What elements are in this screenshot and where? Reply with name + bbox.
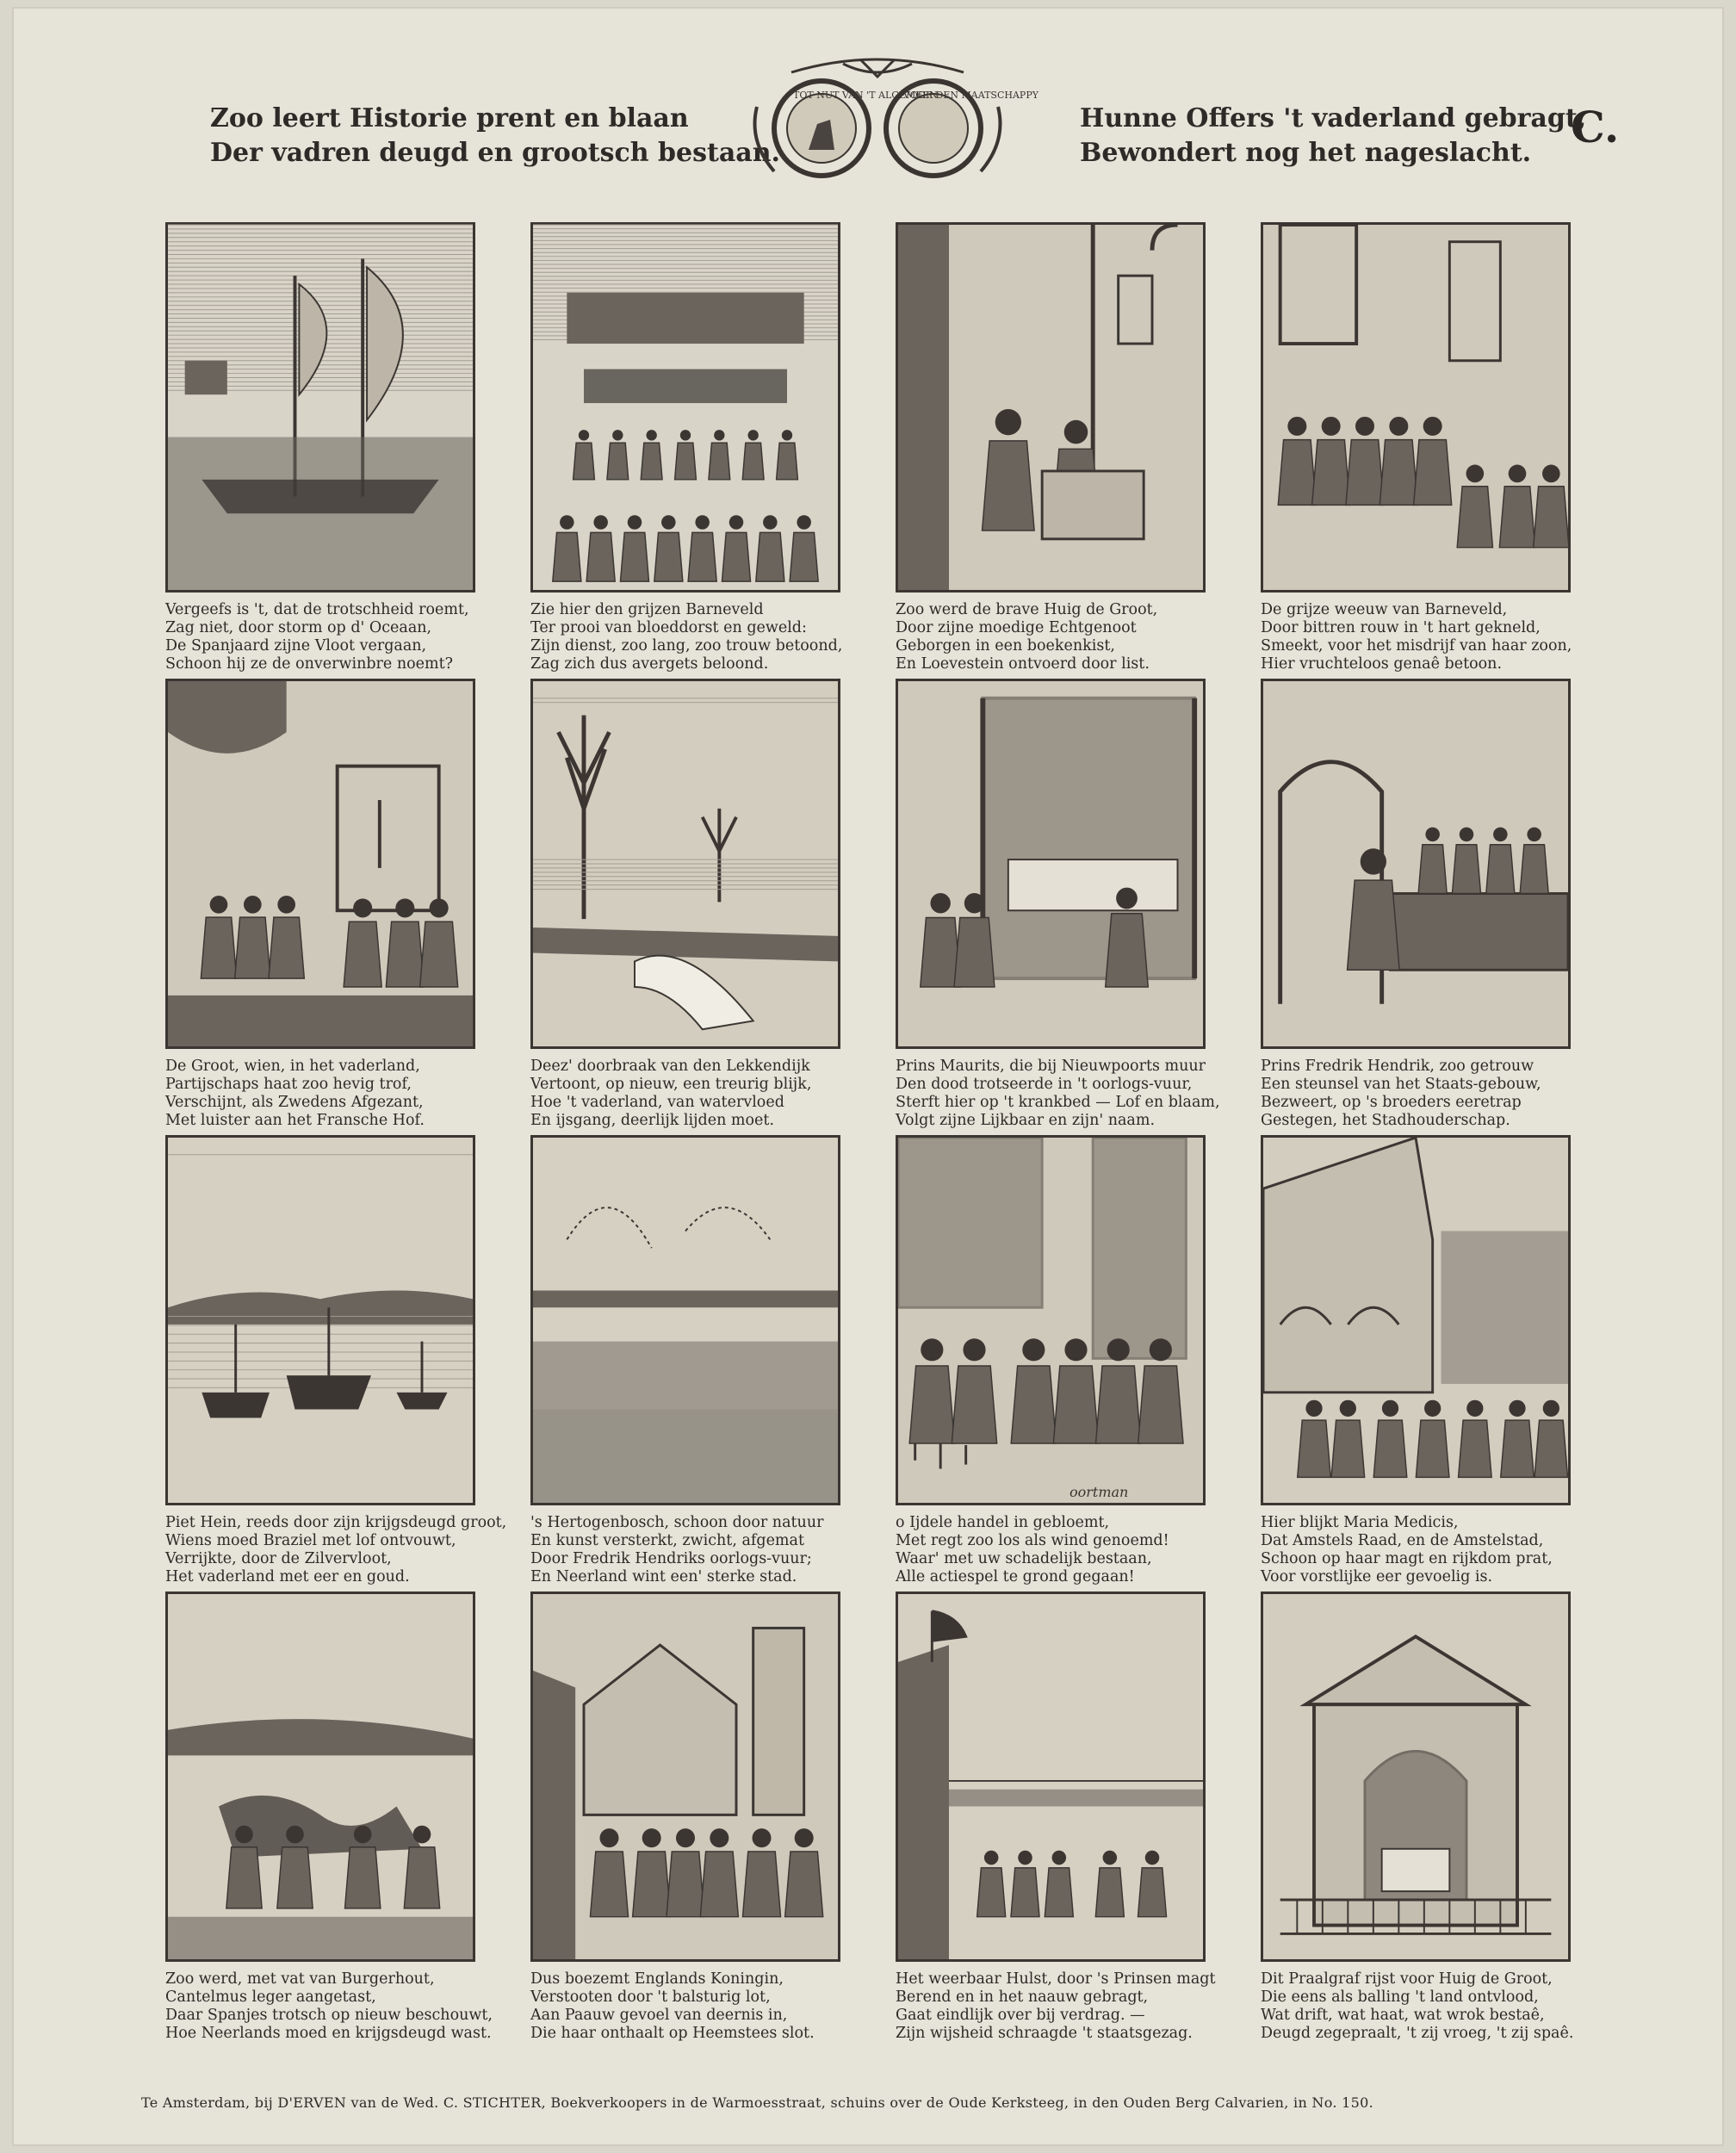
panel-verse xyxy=(896,1514,1223,1586)
panel-verse xyxy=(530,1058,858,1130)
emblem-right-text: VOOR DEN MAATSCHAPPY xyxy=(903,90,1038,101)
verse-line: Zoo werd, met vat van Burgerhout, xyxy=(165,1970,435,1988)
verse-line: Daar Spanjes trotsch op nieuw beschouwt, xyxy=(165,2007,493,2024)
verse-line: Verschijnt, als Zwedens Afgezant, xyxy=(165,1094,424,1111)
emblem-medallions xyxy=(740,55,1038,184)
panel-verse xyxy=(530,1970,858,2043)
verse-line: Bezweert, op 's broeders eeretrap xyxy=(1261,1094,1522,1111)
verse-line: Zag niet, door storm op d' Oceaan, xyxy=(165,619,432,636)
verse-line: 's Hertogenbosch, schoon door natuur xyxy=(530,1514,824,1531)
panel-verse xyxy=(1261,1970,1588,2043)
verse-line: De Spanjaard zijne Vloot vergaan, xyxy=(165,637,427,655)
panel-verse xyxy=(165,1514,507,1586)
verse-line: Hier blijkt Maria Medicis, xyxy=(1261,1514,1459,1531)
verse-line: Een steunsel van het Staats-gebouw, xyxy=(1261,1076,1541,1093)
verse-line: Dat Amstels Raad, en de Amstelstad, xyxy=(1261,1532,1544,1549)
verse-line: Met luister aan het Fransche Hof. xyxy=(165,1112,425,1129)
verse-line: Hoe 't vaderland, van watervloed xyxy=(530,1094,784,1111)
woodcut-illustration xyxy=(530,222,840,593)
imprint-footer: Te Amsterdam, bij D'ERVEN van de Wed. C. STICHTER, Boekverkoopers in de Warmoesstraat, schuins over de Oude Kerksteeg, in den Ouden Berg Calvarien, in No. 150. xyxy=(141,2094,1373,2111)
woodcut-illustration xyxy=(1261,1135,1571,1505)
verse-line: Hoe Neerlands moed en krijgsdeugd wast. xyxy=(165,2025,492,2042)
woodcut-illustration xyxy=(896,222,1206,593)
header-left-line-1: Zoo leert Historie prent en blaan xyxy=(210,103,689,133)
woodcut-illustration xyxy=(530,1135,840,1505)
woodcut-illustration xyxy=(165,1135,475,1505)
verse-line: Die eens als balling 't land ontvlood, xyxy=(1261,1989,1539,2006)
woodcut-illustration xyxy=(896,1591,1206,1962)
woodcut-illustration xyxy=(1261,222,1571,593)
verse-line: Smeekt, voor het misdrijf van haar zoon, xyxy=(1261,637,1572,655)
panel-verse xyxy=(1261,601,1588,673)
verse-line: Gaat eindlijk over bij verdrag. — xyxy=(896,2007,1145,2024)
verse-line: Piet Hein, reeds door zijn krijgsdeugd groot, xyxy=(165,1514,507,1531)
verse-line: Het weerbaar Hulst, door 's Prinsen magt xyxy=(896,1970,1216,1988)
verse-line: Prins Fredrik Hendrik, zoo getrouw xyxy=(1261,1058,1534,1075)
verse-line: Ter prooi van bloeddorst en geweld: xyxy=(530,619,807,636)
verse-line: Berend en in het naauw gebragt, xyxy=(896,1989,1149,2006)
verse-line: Den dood trotseerde in 't oorlogs-vuur, xyxy=(896,1076,1193,1093)
verse-line: Wiens moed Braziel met lof ontvouwt, xyxy=(165,1532,456,1549)
woodcut-illustration xyxy=(165,679,475,1049)
verse-line: Dit Praalgraf rijst voor Huig de Groot, xyxy=(1261,1970,1553,1988)
verse-line: De grijze weeuw van Barneveld, xyxy=(1261,601,1508,618)
verse-line: Door bittren rouw in 't hart gekneld, xyxy=(1261,619,1541,636)
panel-verse xyxy=(896,1058,1223,1130)
header-left-verse xyxy=(210,102,780,171)
verse-line: Deez' doorbraak van den Lekkendijk xyxy=(530,1058,810,1075)
header-left-line-2: Der vadren deugd en grootsch bestaan. xyxy=(210,138,780,168)
verse-line: De Groot, wien, in het vaderland, xyxy=(165,1058,420,1075)
panel-verse xyxy=(896,1970,1223,2043)
header-right-verse xyxy=(1080,102,1586,171)
verse-line: Schoon op haar magt en rijkdom prat, xyxy=(1261,1550,1553,1567)
header xyxy=(12,7,1724,205)
verse-line: Verstooten door 't balsturig lot, xyxy=(530,1989,771,2006)
verse-line: En Neerland wint een' sterke stad. xyxy=(530,1568,797,1585)
verse-line: Vertoont, op nieuw, een treurig blijk, xyxy=(530,1076,812,1093)
woodcut-illustration xyxy=(1261,1591,1571,1962)
panel-verse xyxy=(165,601,493,673)
woodcut-illustration xyxy=(165,1591,475,1962)
panel-verse xyxy=(165,1970,493,2043)
verse-line: o Ijdele handel in gebloemt, xyxy=(896,1514,1110,1531)
woodcut-illustration xyxy=(530,1591,840,1962)
verse-line: Prins Maurits, die bij Nieuwpoorts muur xyxy=(896,1058,1206,1075)
verse-line: Verrijkte, door de Zilvervloot, xyxy=(165,1550,392,1567)
woodcut-illustration xyxy=(896,679,1206,1049)
header-right-line-2: Bewondert nog het nageslacht. xyxy=(1080,138,1532,168)
verse-line: Dus boezemt Englands Koningin, xyxy=(530,1970,784,1988)
verse-line: Deugd zegepraalt, 't zij vroeg, 't zij spaê. xyxy=(1261,2025,1574,2042)
verse-line: En kunst versterkt, zwicht, afgemat xyxy=(530,1532,804,1549)
panel-verse xyxy=(896,601,1223,673)
woodcut-illustration xyxy=(530,679,840,1049)
panel-verse xyxy=(165,1058,493,1130)
verse-line: Zijn wijsheid schraagde 't staatsgezag. xyxy=(896,2025,1193,2042)
woodcut-illustration xyxy=(1261,679,1571,1049)
verse-line: Met regt zoo los als wind genoemd! xyxy=(896,1532,1169,1549)
verse-line: Wat drift, wat haat, wat wrok bestaê, xyxy=(1261,2007,1545,2024)
verse-line: Partijschaps haat zoo hevig trof, xyxy=(165,1076,412,1093)
verse-line: Vergeefs is 't, dat de trotschheid roemt, xyxy=(165,601,469,618)
verse-line: Gestegen, het Stadhouderschap. xyxy=(1261,1112,1510,1129)
woodcut-illustration xyxy=(165,222,475,593)
verse-line: Het vaderland met eer en goud. xyxy=(165,1568,410,1585)
verse-line: Door zijne moedige Echtgenoot xyxy=(896,619,1137,636)
sheet-letter: C. xyxy=(1571,102,1620,152)
verse-line: Alle actiespel te grond gegaan! xyxy=(896,1568,1135,1585)
verse-line: Die haar onthaalt op Heemstees slot. xyxy=(530,2025,815,2042)
verse-line: Hier vruchteloos genaê betoon. xyxy=(1261,655,1503,673)
verse-line: Zoo werd de brave Huig de Groot, xyxy=(896,601,1158,618)
verse-line: Zie hier den grijzen Barneveld xyxy=(530,601,764,618)
verse-line: Zag zich dus avergets beloond. xyxy=(530,655,769,673)
panel-verse xyxy=(1261,1058,1588,1130)
verse-line: Sterft hier op 't krankbed — Lof en blaam, xyxy=(896,1094,1220,1111)
verse-line: Waar' met uw schadelijk bestaan, xyxy=(896,1550,1152,1567)
verse-line: Door Fredrik Hendriks oorlogs-vuur; xyxy=(530,1550,812,1567)
panel-verse xyxy=(530,601,858,673)
verse-line: Volgt zijne Lijkbaar en zijn' naam. xyxy=(896,1112,1156,1129)
verse-line: Aan Paauw gevoel van deernis in, xyxy=(530,2007,788,2024)
verse-line: Geborgen in een boekenkist, xyxy=(896,637,1115,655)
panel-verse xyxy=(530,1514,858,1586)
verse-line: Cantelmus leger aangetast, xyxy=(165,1989,376,2006)
verse-line: En Loevestein ontvoerd door list. xyxy=(896,655,1150,673)
print-sheet xyxy=(12,7,1724,2146)
header-right-line-1: Hunne Offers 't vaderland gebragt, xyxy=(1080,103,1587,133)
verse-line: Schoon hij ze de onverwinbre noemt? xyxy=(165,655,454,673)
verse-line: Voor vorstlijke eer gevoelig is. xyxy=(1261,1568,1493,1585)
panel-verse xyxy=(1261,1514,1588,1586)
verse-line: En ijsgang, deerlijk lijden moet. xyxy=(530,1112,775,1129)
woodcut-illustration xyxy=(896,1135,1206,1505)
artist-signature: oortman xyxy=(1070,1484,1129,1500)
verse-line: Zijn dienst, zoo lang, zoo trouw betoond, xyxy=(530,637,843,655)
emblem-left-text: TOT NUT VAN 'T ALGEMEEN xyxy=(793,90,939,101)
